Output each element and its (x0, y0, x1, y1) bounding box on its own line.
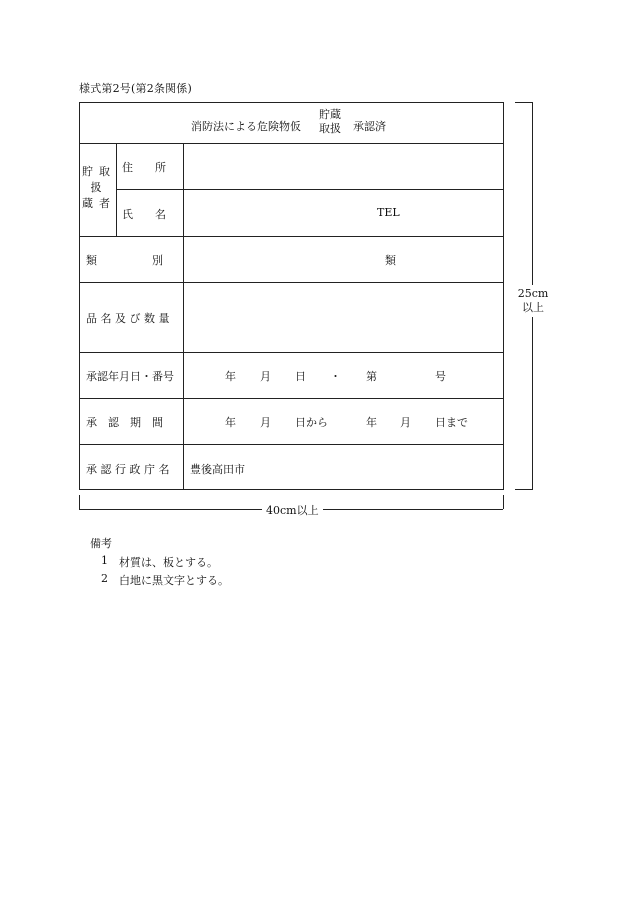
row-divider (80, 282, 503, 283)
period-month-to: 月 (400, 416, 411, 429)
operator-char: 蔵 (82, 197, 93, 210)
row-divider (80, 398, 503, 399)
approval-year: 年 (225, 370, 236, 383)
column-divider (183, 143, 184, 489)
header-after-text: 承認済 (353, 120, 386, 133)
note-number: 2 (101, 572, 108, 585)
approval-dai: 第 (366, 370, 377, 383)
approval-month: 月 (260, 370, 271, 383)
period-year-to: 年 (366, 416, 377, 429)
header-stack-bottom: 取扱 (319, 122, 341, 135)
operator-group-label (82, 165, 114, 210)
name-label: 氏 名 (122, 208, 166, 221)
category-label: 類 別 (86, 254, 163, 267)
approval-go: 号 (435, 370, 446, 383)
period-year-from: 年 (225, 416, 236, 429)
height-dimension-suffix: 以上 (522, 301, 544, 314)
approval-dot: ・ (330, 370, 341, 383)
period-month-from: 月 (260, 416, 271, 429)
period-day-to: 日まで (435, 416, 468, 429)
note-number: 1 (101, 554, 108, 567)
operator-char: 取 (99, 165, 110, 178)
header-main-text: 消防法による危険物仮 (191, 120, 301, 133)
header-stack-top: 貯蔵 (319, 108, 341, 121)
dimension-tick-left (79, 495, 80, 509)
product-label: 品 名 及 び 数 量 (86, 312, 170, 325)
period-label: 承 認 期 間 (86, 416, 163, 429)
note-text: 白地に黒文字とする。 (119, 574, 229, 587)
operator-char: 貯 (82, 165, 93, 178)
approval-number-label: 承認年月日・番号 (86, 370, 174, 383)
operator-char: 者 (99, 197, 110, 210)
dimension-tick-top (515, 102, 533, 103)
row-divider (80, 352, 503, 353)
category-value: 類 (385, 254, 396, 267)
dimension-tick-right (503, 495, 504, 509)
column-divider (116, 143, 117, 236)
approval-day: 日 (295, 370, 306, 383)
header-stacked-text (319, 108, 341, 136)
height-dimension-label (517, 285, 549, 317)
tel-label: TEL (377, 206, 400, 219)
agency-value: 豊後高田市 (190, 463, 245, 476)
width-dimension-label: 40cm以上 (262, 502, 323, 518)
notes-title: 備考 (90, 537, 112, 550)
row-divider (116, 189, 503, 190)
form-title: 様式第2号(第2条関係) (79, 82, 192, 95)
agency-label: 承 認 行 政 庁 名 (86, 463, 170, 476)
dimension-tick-bottom (515, 489, 533, 490)
period-day-from: 日から (295, 416, 328, 429)
sign-board-table (79, 102, 504, 490)
row-divider (80, 236, 503, 237)
row-divider (80, 444, 503, 445)
note-text: 材質は、板とする。 (119, 556, 218, 569)
address-label: 住 所 (122, 161, 166, 174)
height-dimension-value: 25cm (517, 287, 549, 300)
operator-char: 扱 (90, 181, 102, 194)
row-divider (80, 143, 503, 144)
